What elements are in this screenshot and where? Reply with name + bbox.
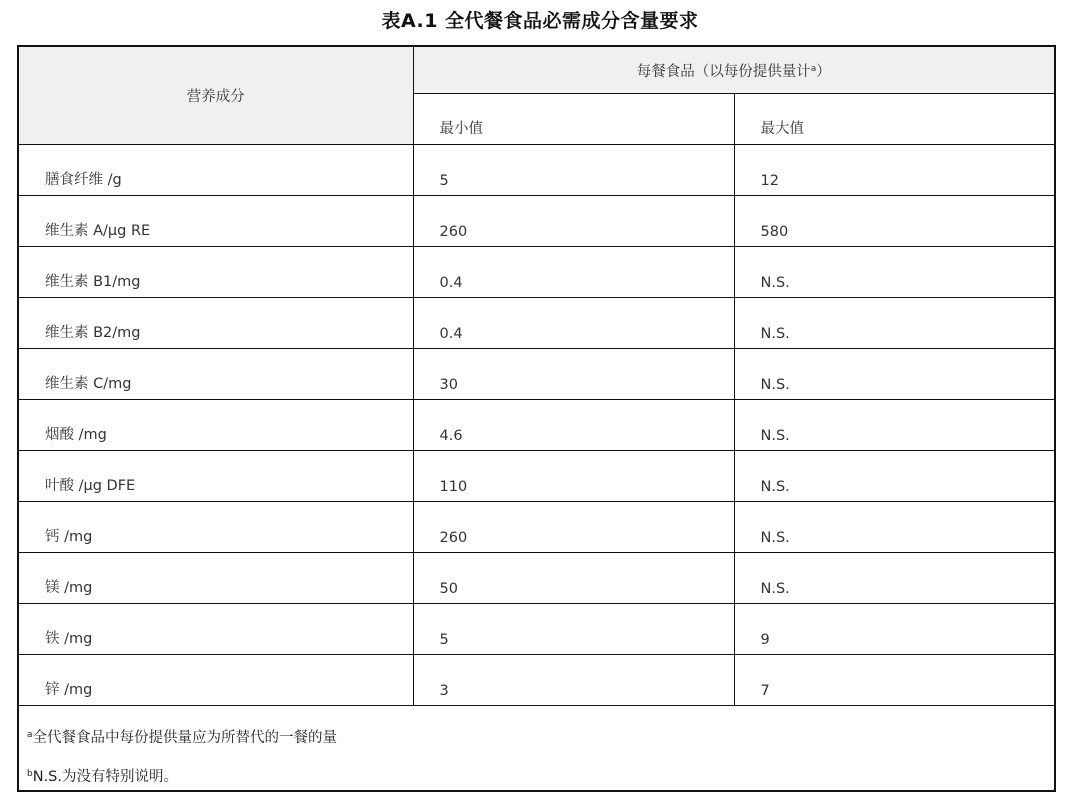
cell-min: 0.4: [413, 247, 734, 298]
cell-nutrient: 维生素 C/mg: [18, 349, 413, 400]
header-per-serving-label: 每餐食品（以每份提供量计: [636, 63, 811, 80]
footnote-a-marker: a: [27, 730, 33, 740]
footnote-b: [27, 749, 1054, 790]
table-row: [18, 502, 1055, 553]
table-row: [18, 400, 1055, 451]
table-row: [18, 349, 1055, 400]
cell-max: 12: [734, 145, 1055, 196]
cell-nutrient: 维生素 B2/mg: [18, 298, 413, 349]
cell-min: 110: [413, 451, 734, 502]
header-max: 最大值: [734, 94, 1055, 145]
table-row: [18, 451, 1055, 502]
cell-max: N.S.: [734, 247, 1055, 298]
table-row: [18, 604, 1055, 655]
cell-max: N.S.: [734, 553, 1055, 604]
cell-max: N.S.: [734, 298, 1055, 349]
cell-nutrient: 铁 /mg: [18, 604, 413, 655]
footnote-b-text: N.S.为没有特别说明。: [32, 769, 178, 785]
footnote-a-text: 全代餐食品中每份提供量应为所替代的一餐的量: [32, 730, 338, 746]
footnote-b-marker: b: [27, 769, 33, 779]
cell-min: 5: [413, 145, 734, 196]
header-nutrient: 营养成分: [18, 46, 413, 145]
table-title: 表A.1 全代餐食品必需成分含量要求: [381, 10, 699, 32]
footnote-marker-a: a: [810, 63, 817, 74]
cell-max: 7: [734, 655, 1055, 706]
table-row: [18, 145, 1055, 196]
footnotes-row: [18, 706, 1055, 792]
cell-min: 0.4: [413, 298, 734, 349]
cell-min: 4.6: [413, 400, 734, 451]
table-row: [18, 553, 1055, 604]
table-row: [18, 247, 1055, 298]
table-row: [18, 298, 1055, 349]
cell-nutrient: 维生素 B1/mg: [18, 247, 413, 298]
cell-nutrient: 钙 /mg: [18, 502, 413, 553]
cell-nutrient: 锌 /mg: [18, 655, 413, 706]
cell-nutrient: 镁 /mg: [18, 553, 413, 604]
table-row: [18, 196, 1055, 247]
cell-max: N.S.: [734, 451, 1055, 502]
cell-min: 30: [413, 349, 734, 400]
cell-min: 260: [413, 502, 734, 553]
cell-max: 580: [734, 196, 1055, 247]
cell-min: 50: [413, 553, 734, 604]
header-min: 最小值: [413, 94, 734, 145]
cell-max: N.S.: [734, 400, 1055, 451]
header-per-serving: [413, 46, 1055, 94]
cell-max: 9: [734, 604, 1055, 655]
cell-nutrient: 烟酸 /mg: [18, 400, 413, 451]
cell-nutrient: 维生素 A/μg RE: [18, 196, 413, 247]
header-row-1: [18, 46, 1055, 94]
footnotes: [18, 706, 1055, 792]
cell-nutrient: 叶酸 /μg DFE: [18, 451, 413, 502]
cell-min: 5: [413, 604, 734, 655]
cell-max: N.S.: [734, 502, 1055, 553]
cell-min: 260: [413, 196, 734, 247]
nutrient-requirements-table: [17, 45, 1056, 792]
cell-nutrient: 膳食纤维 /g: [18, 145, 413, 196]
header-per-serving-close: ）: [816, 63, 831, 80]
cell-max: N.S.: [734, 349, 1055, 400]
cell-min: 3: [413, 655, 734, 706]
table-row: [18, 655, 1055, 706]
